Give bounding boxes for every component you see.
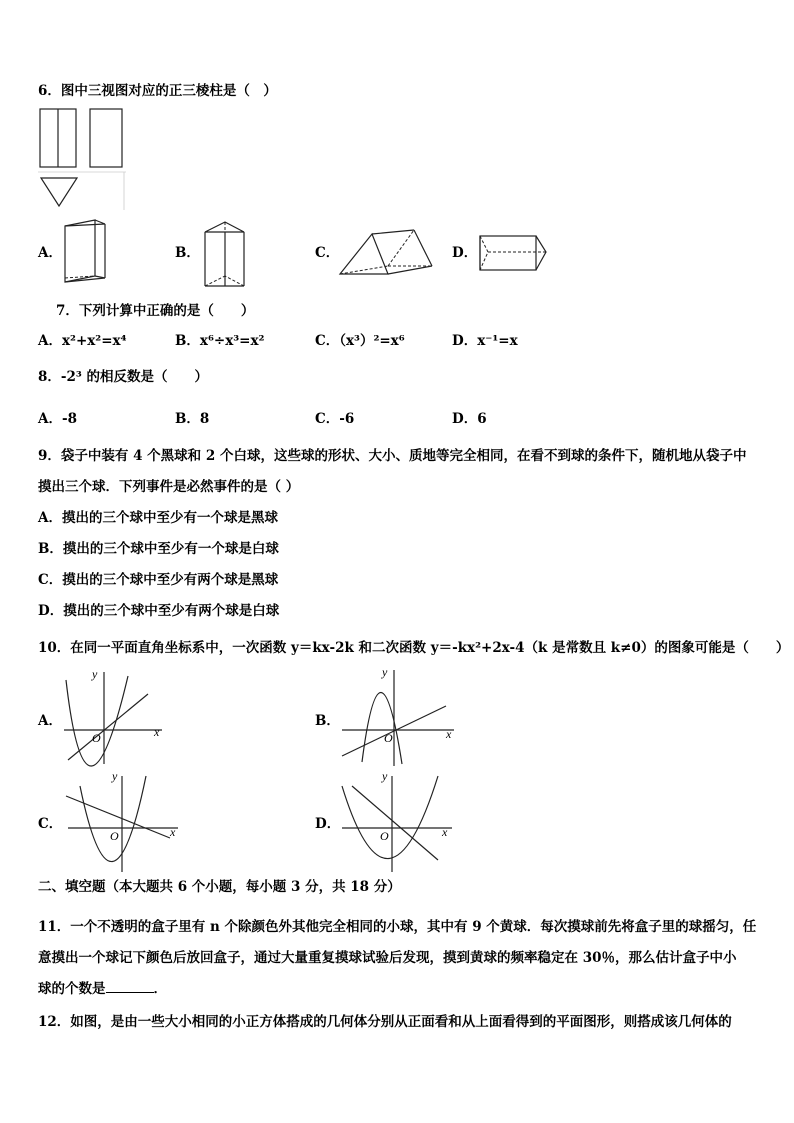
- q11-answer-blank: [106, 980, 154, 993]
- svg-text:x: x: [154, 725, 160, 739]
- top-view: [41, 178, 77, 206]
- q6-three-view-figure: [38, 106, 128, 212]
- q10-graph-d: [334, 766, 458, 876]
- svg-text:O: O: [380, 829, 389, 843]
- q9-stem-line1: 9．袋子中装有 4 个黑球和 2 个白球，这些球的形状、大小、质地等完全相同，在看不到球的条件下，随机地从袋子中: [38, 448, 747, 464]
- q8-option-a: A．-8: [38, 411, 77, 427]
- q8-stem: 8．-2³ 的相反数是（ ）: [38, 369, 209, 385]
- q11-line3: 球的个数是 ．: [38, 981, 167, 997]
- q10-stem: 10．在同一平面直角坐标系中，一次函数 y＝kx-2k 和二次函数 y＝-kx²+2x-4（k 是常数且 k≠0）的图象可能是（ ）: [38, 640, 790, 656]
- q7-option-c: C．（x³）²=x⁶: [315, 333, 405, 349]
- q7-option-d: D．x⁻¹=x: [452, 333, 518, 349]
- svg-text:y: y: [112, 769, 118, 783]
- q11-line1: 11．一个不透明的盒子里有 n 个除颜色外其他完全相同的小球，其中有 9 个黄球．每次摸球前先将盒子里的球摇匀，任: [38, 919, 757, 935]
- q6-option-b-label: B．: [175, 245, 200, 261]
- q6-option-c-prism: [336, 224, 436, 280]
- svg-text:x: x: [442, 825, 448, 839]
- q8-option-b: B．8: [175, 411, 210, 427]
- svg-text:x: x: [170, 825, 176, 839]
- svg-text:y: y: [382, 665, 388, 679]
- parabola: [66, 676, 128, 766]
- q9-option-d: D．摸出的三个球中至少有两个球是白球: [38, 603, 280, 619]
- svg-text:x: x: [446, 727, 452, 741]
- q12-line1: 12．如图，是由一些大小相同的小正方体搭成的几何体分别从正面看和从上面看得到的平面图形，则搭成该几何体的: [38, 1014, 732, 1030]
- q7-stem: 7．下列计算中正确的是（ ）: [56, 303, 255, 319]
- q9-option-a: A．摸出的三个球中至少有一个球是黑球: [38, 510, 278, 526]
- q6-option-b-prism: [200, 218, 250, 290]
- svg-text:O: O: [92, 731, 101, 745]
- q8-option-c: C．-6: [315, 411, 355, 427]
- line: [68, 694, 148, 760]
- q10-graph-a: [58, 664, 168, 768]
- q6-option-a-prism: [60, 216, 110, 288]
- section2-heading: 二、填空题（本大题共 6 个小题，每小题 3 分，共 18 分）: [38, 879, 401, 895]
- svg-text:y: y: [92, 667, 98, 681]
- side-view: [90, 109, 122, 167]
- parabola: [80, 776, 146, 862]
- q10-option-a-label: A．: [38, 713, 62, 729]
- q6-option-d-label: D．: [452, 245, 478, 261]
- q9-option-b: B．摸出的三个球中至少有一个球是白球: [38, 541, 279, 557]
- q10-option-d-label: D．: [315, 816, 341, 832]
- q7-option-a: A．x²+x²=x⁴: [38, 333, 127, 349]
- q6-option-c-label: C．: [315, 245, 340, 261]
- q9-stem-line2: 摸出三个球．下列事件是必然事件的是（ ）: [38, 479, 300, 495]
- parabola: [342, 776, 438, 859]
- q10-graph-b: [336, 662, 460, 768]
- q6-option-a-label: A．: [38, 245, 62, 261]
- q9-option-c: C．摸出的三个球中至少有两个球是黑球: [38, 572, 279, 588]
- q6-stem: 6．图中三视图对应的正三棱柱是（ ）: [38, 83, 277, 99]
- q10-option-b-label: B．: [315, 713, 340, 729]
- q8-option-d: D．6: [452, 411, 487, 427]
- line: [352, 786, 438, 860]
- q10-graph-c: [60, 766, 184, 876]
- q7-option-b: B．x⁶÷x³=x²: [175, 333, 265, 349]
- svg-text:O: O: [384, 731, 393, 745]
- q11-line2: 意摸出一个球记下颜色后放回盒子，通过大量重复摸球试验后发现，摸到黄球的频率稳定在 30％，那么估计盒子中小: [38, 950, 737, 966]
- svg-text:y: y: [382, 769, 388, 783]
- parabola: [362, 692, 402, 764]
- svg-text:O: O: [110, 829, 119, 843]
- q10-option-c-label: C．: [38, 816, 63, 832]
- q6-option-d-prism: [474, 230, 552, 276]
